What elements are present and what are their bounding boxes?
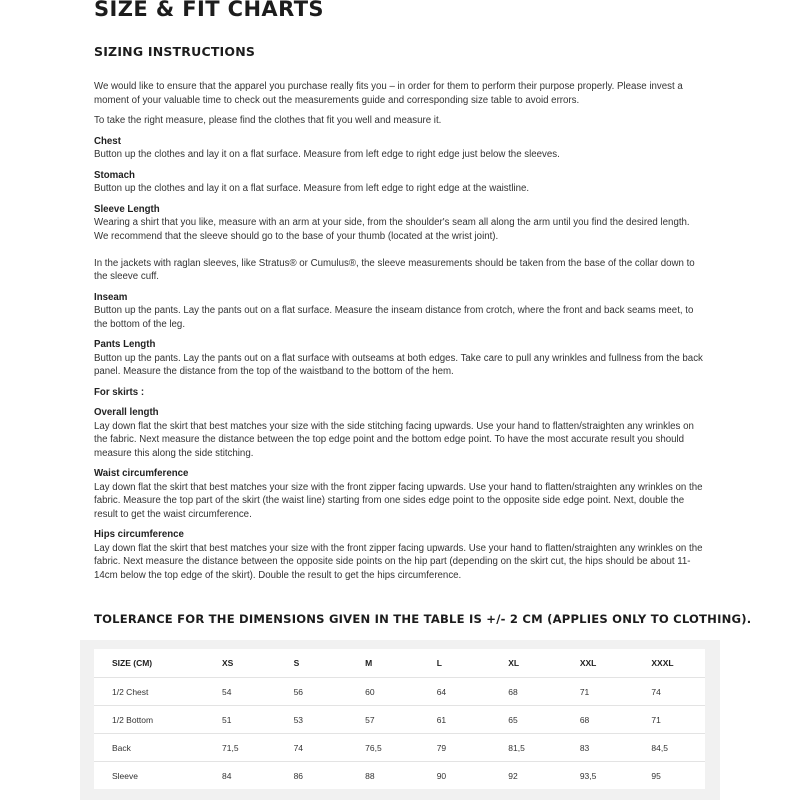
inseam-text: Button up the pants. Lay the pants out on a flat surface. Measure the inseam distance from crotch, where the front and back seams meet, to the bottom of the leg. — [94, 305, 694, 330]
table-cell: 74 — [633, 678, 705, 706]
table-cell: 71 — [562, 678, 634, 706]
header-xxl: XXL — [562, 649, 634, 678]
waist-heading: Waist circumference — [94, 468, 189, 479]
header-m: M — [347, 649, 419, 678]
table-cell: 60 — [347, 678, 419, 706]
header-l: L — [419, 649, 491, 678]
table-cell: 93,5 — [562, 762, 634, 790]
sizing-instructions-body — [94, 80, 706, 582]
header-xs: XS — [204, 649, 276, 678]
table-cell: 54 — [204, 678, 276, 706]
table-cell: 51 — [204, 706, 276, 734]
table-cell: 71 — [633, 706, 705, 734]
overall-length-heading: Overall length — [94, 407, 159, 418]
header-size: SIZE (CM) — [94, 649, 204, 678]
table-row — [94, 762, 705, 790]
skirts-heading: For skirts : — [94, 386, 145, 398]
table-cell: 65 — [490, 706, 562, 734]
size-table-header-row — [94, 649, 705, 678]
table-cell: 86 — [276, 762, 348, 790]
sleeve-raglan-text: In the jackets with raglan sleeves, like Stratus® or Cumulus®, the sleeve measurements should be taken from the base of the collar down to the sleeve cuff. — [94, 257, 695, 282]
sleeve-text: Wearing a shirt that you like, measure with an arm at your side, from the shoulder's seam all along the arm until you find the desired length. We recommend that the sleeve should go to the base of your thumb (located at the wrist joint). — [94, 217, 690, 242]
tolerance-note: TOLERANCE FOR THE DIMENSIONS GIVEN IN THE TABLE IS +/- 2 CM (APPLIES ONLY TO CLOTHING). — [94, 612, 752, 626]
table-row — [94, 678, 705, 706]
table-cell: 92 — [490, 762, 562, 790]
header-xl: XL — [490, 649, 562, 678]
overall-length-text: Lay down flat the skirt that best matches your size with the side stitching facing upwards. Use your hand to flatten/straighten any wrinkles on the fabric. Next measure the distance between the top edge point and the bottom edge point. To have the most accurate result you should measure this along the side stitching. — [94, 420, 694, 459]
pants-length-heading: Pants Length — [94, 339, 156, 350]
table-cell: 76,5 — [347, 734, 419, 762]
table-cell: 74 — [276, 734, 348, 762]
stomach-text: Button up the clothes and lay it on a flat surface. Measure from left edge to right edge at the waistline. — [94, 183, 530, 194]
sleeve-heading: Sleeve Length — [94, 203, 160, 215]
row-label: Back — [94, 734, 204, 762]
stomach-heading: Stomach — [94, 169, 135, 181]
page-title: SIZE & FIT CHARTS — [94, 0, 324, 21]
hips-text: Lay down flat the skirt that best matches your size with the front zipper facing upwards. Use your hand to flatten/straighten any wrinkles on the fabric. Next measure the distance between the opposite side points on the hip part (depending on the skirt cut, the hips should be about 11-14cm below the top edge of the skirt). Double the result to get the hips circumference. — [94, 542, 703, 581]
row-label: 1/2 Chest — [94, 678, 204, 706]
table-cell: 53 — [276, 706, 348, 734]
intro-paragraph: We would like to ensure that the apparel you purchase really fits you – in order for them to perform their purpose properly. Please invest a moment of your valuable time to check out the measurements guide and corresponding size table to avoid errors. — [94, 81, 683, 106]
table-cell: 84 — [204, 762, 276, 790]
table-cell: 68 — [562, 706, 634, 734]
row-label: Sleeve — [94, 762, 204, 790]
header-s: S — [276, 649, 348, 678]
table-row — [94, 706, 705, 734]
table-cell: 57 — [347, 706, 419, 734]
size-table-container — [80, 640, 720, 800]
table-cell: 64 — [419, 678, 491, 706]
table-cell: 84,5 — [633, 734, 705, 762]
table-cell: 61 — [419, 706, 491, 734]
row-label: 1/2 Bottom — [94, 706, 204, 734]
table-row — [94, 734, 705, 762]
chest-heading: Chest — [94, 135, 121, 147]
header-xxxl: XXXL — [633, 649, 705, 678]
size-table — [94, 649, 705, 789]
inseam-heading: Inseam — [94, 291, 128, 303]
waist-text: Lay down flat the skirt that best matches your size with the front zipper facing upwards. Use your hand to flatten/straighten any wrinkles on the fabric. Measure the top part of the skirt (the waist line) starting from one sides edge point to the opposite side edge point. Next, double the result to get the waist circumference. — [94, 481, 703, 520]
intro-paragraph: To take the right measure, please find the clothes that fit you well and measure it. — [94, 115, 442, 126]
table-cell: 83 — [562, 734, 634, 762]
table-cell: 56 — [276, 678, 348, 706]
hips-heading: Hips circumference — [94, 529, 184, 540]
pants-length-text: Button up the pants. Lay the pants out on a flat surface with outseams at both edges. Take care to pull any wrinkles and fullness from the back panel. Measure the distance from the top of the waistband to the bottom of the hem. — [94, 352, 703, 377]
table-cell: 81,5 — [490, 734, 562, 762]
table-cell: 71,5 — [204, 734, 276, 762]
table-cell: 95 — [633, 762, 705, 790]
table-cell: 68 — [490, 678, 562, 706]
table-cell: 79 — [419, 734, 491, 762]
table-cell: 88 — [347, 762, 419, 790]
chest-text: Button up the clothes and lay it on a flat surface. Measure from left edge to right edge just below the sleeves. — [94, 149, 560, 160]
table-cell: 90 — [419, 762, 491, 790]
sizing-instructions-heading: SIZING INSTRUCTIONS — [94, 44, 256, 59]
